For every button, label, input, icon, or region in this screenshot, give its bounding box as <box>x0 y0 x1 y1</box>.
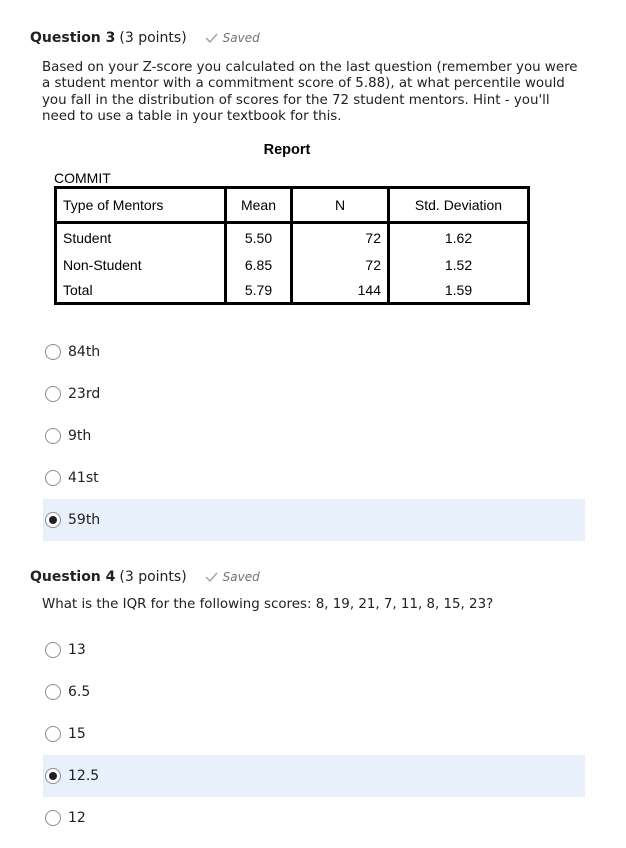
table-cell: 5.50 <box>226 223 292 252</box>
answer-option[interactable] <box>43 629 585 671</box>
saved-status <box>205 31 260 45</box>
answer-option[interactable] <box>43 713 585 755</box>
saved-status <box>205 570 260 584</box>
answer-option-selected[interactable] <box>43 499 585 541</box>
question-3-prompt: Based on your Z-score you calculated on the last question (remember you were a student mentor with a commitment score of 5.88), at what percentile would you fall in the distribution of scores for the 72 student mentors. Hint - you'll need to use a table in your textbook for this. <box>42 60 578 124</box>
saved-label: Saved <box>222 31 260 45</box>
radio-button[interactable] <box>45 726 61 742</box>
table-cell: 1.59 <box>389 278 529 304</box>
radio-dot <box>49 516 57 524</box>
option-label: 9th <box>68 428 92 444</box>
table-cell: 1.52 <box>389 251 529 278</box>
question-points: (3 points) <box>119 30 187 46</box>
radio-button[interactable] <box>45 386 61 402</box>
report-title: Report <box>263 142 311 158</box>
radio-button-checked[interactable] <box>45 512 61 528</box>
option-label: 15 <box>68 726 86 742</box>
table-cell: Student <box>56 223 226 252</box>
radio-button[interactable] <box>45 810 61 826</box>
option-label: 41st <box>68 470 99 486</box>
table-header-cell: N <box>292 188 389 223</box>
answer-option[interactable] <box>43 373 585 415</box>
radio-button[interactable] <box>45 344 61 360</box>
question-3-header <box>30 30 260 46</box>
table-row <box>56 251 529 278</box>
table-cell: 6.85 <box>226 251 292 278</box>
table-cell: 1.62 <box>389 223 529 252</box>
option-label: 6.5 <box>68 684 91 700</box>
check-icon <box>205 572 218 582</box>
table-cell: 5.79 <box>226 278 292 304</box>
answer-option-selected[interactable] <box>43 755 585 797</box>
question-title: Question 4 <box>30 569 116 585</box>
answer-option[interactable] <box>43 457 585 499</box>
saved-label: Saved <box>222 570 260 584</box>
table-cell: Non-Student <box>56 251 226 278</box>
table-cell: 72 <box>292 223 389 252</box>
option-label: 13 <box>68 642 86 658</box>
radio-button[interactable] <box>45 428 61 444</box>
table-header-cell: Type of Mentors <box>56 188 226 223</box>
radio-button-checked[interactable] <box>45 768 61 784</box>
question-4-prompt: What is the IQR for the following scores: 8, 19, 21, 7, 11, 8, 15, 23? <box>42 597 494 612</box>
radio-button[interactable] <box>45 684 61 700</box>
radio-button[interactable] <box>45 470 61 486</box>
question-4-header <box>30 569 260 585</box>
answer-option[interactable] <box>43 331 585 373</box>
table-header-cell: Std. Deviation <box>389 188 529 223</box>
option-label: 84th <box>68 344 101 360</box>
table-cell: Total <box>56 278 226 304</box>
question-title: Question 3 <box>30 30 116 46</box>
report-variable: COMMIT <box>54 170 111 186</box>
table-header-cell: Mean <box>226 188 292 223</box>
answer-option[interactable] <box>43 415 585 457</box>
check-icon <box>205 33 218 43</box>
option-label: 12.5 <box>68 768 100 784</box>
report-table <box>54 186 530 305</box>
table-row <box>56 223 529 252</box>
question-points: (3 points) <box>119 569 187 585</box>
table-cell: 144 <box>292 278 389 304</box>
answer-option[interactable] <box>43 797 585 839</box>
option-label: 59th <box>68 512 101 528</box>
radio-button[interactable] <box>45 642 61 658</box>
option-label: 23rd <box>68 386 101 402</box>
answer-option[interactable] <box>43 671 585 713</box>
option-label: 12 <box>68 810 86 826</box>
table-cell: 72 <box>292 251 389 278</box>
table-header-row <box>56 188 529 223</box>
table-row <box>56 278 529 304</box>
radio-dot <box>49 772 57 780</box>
